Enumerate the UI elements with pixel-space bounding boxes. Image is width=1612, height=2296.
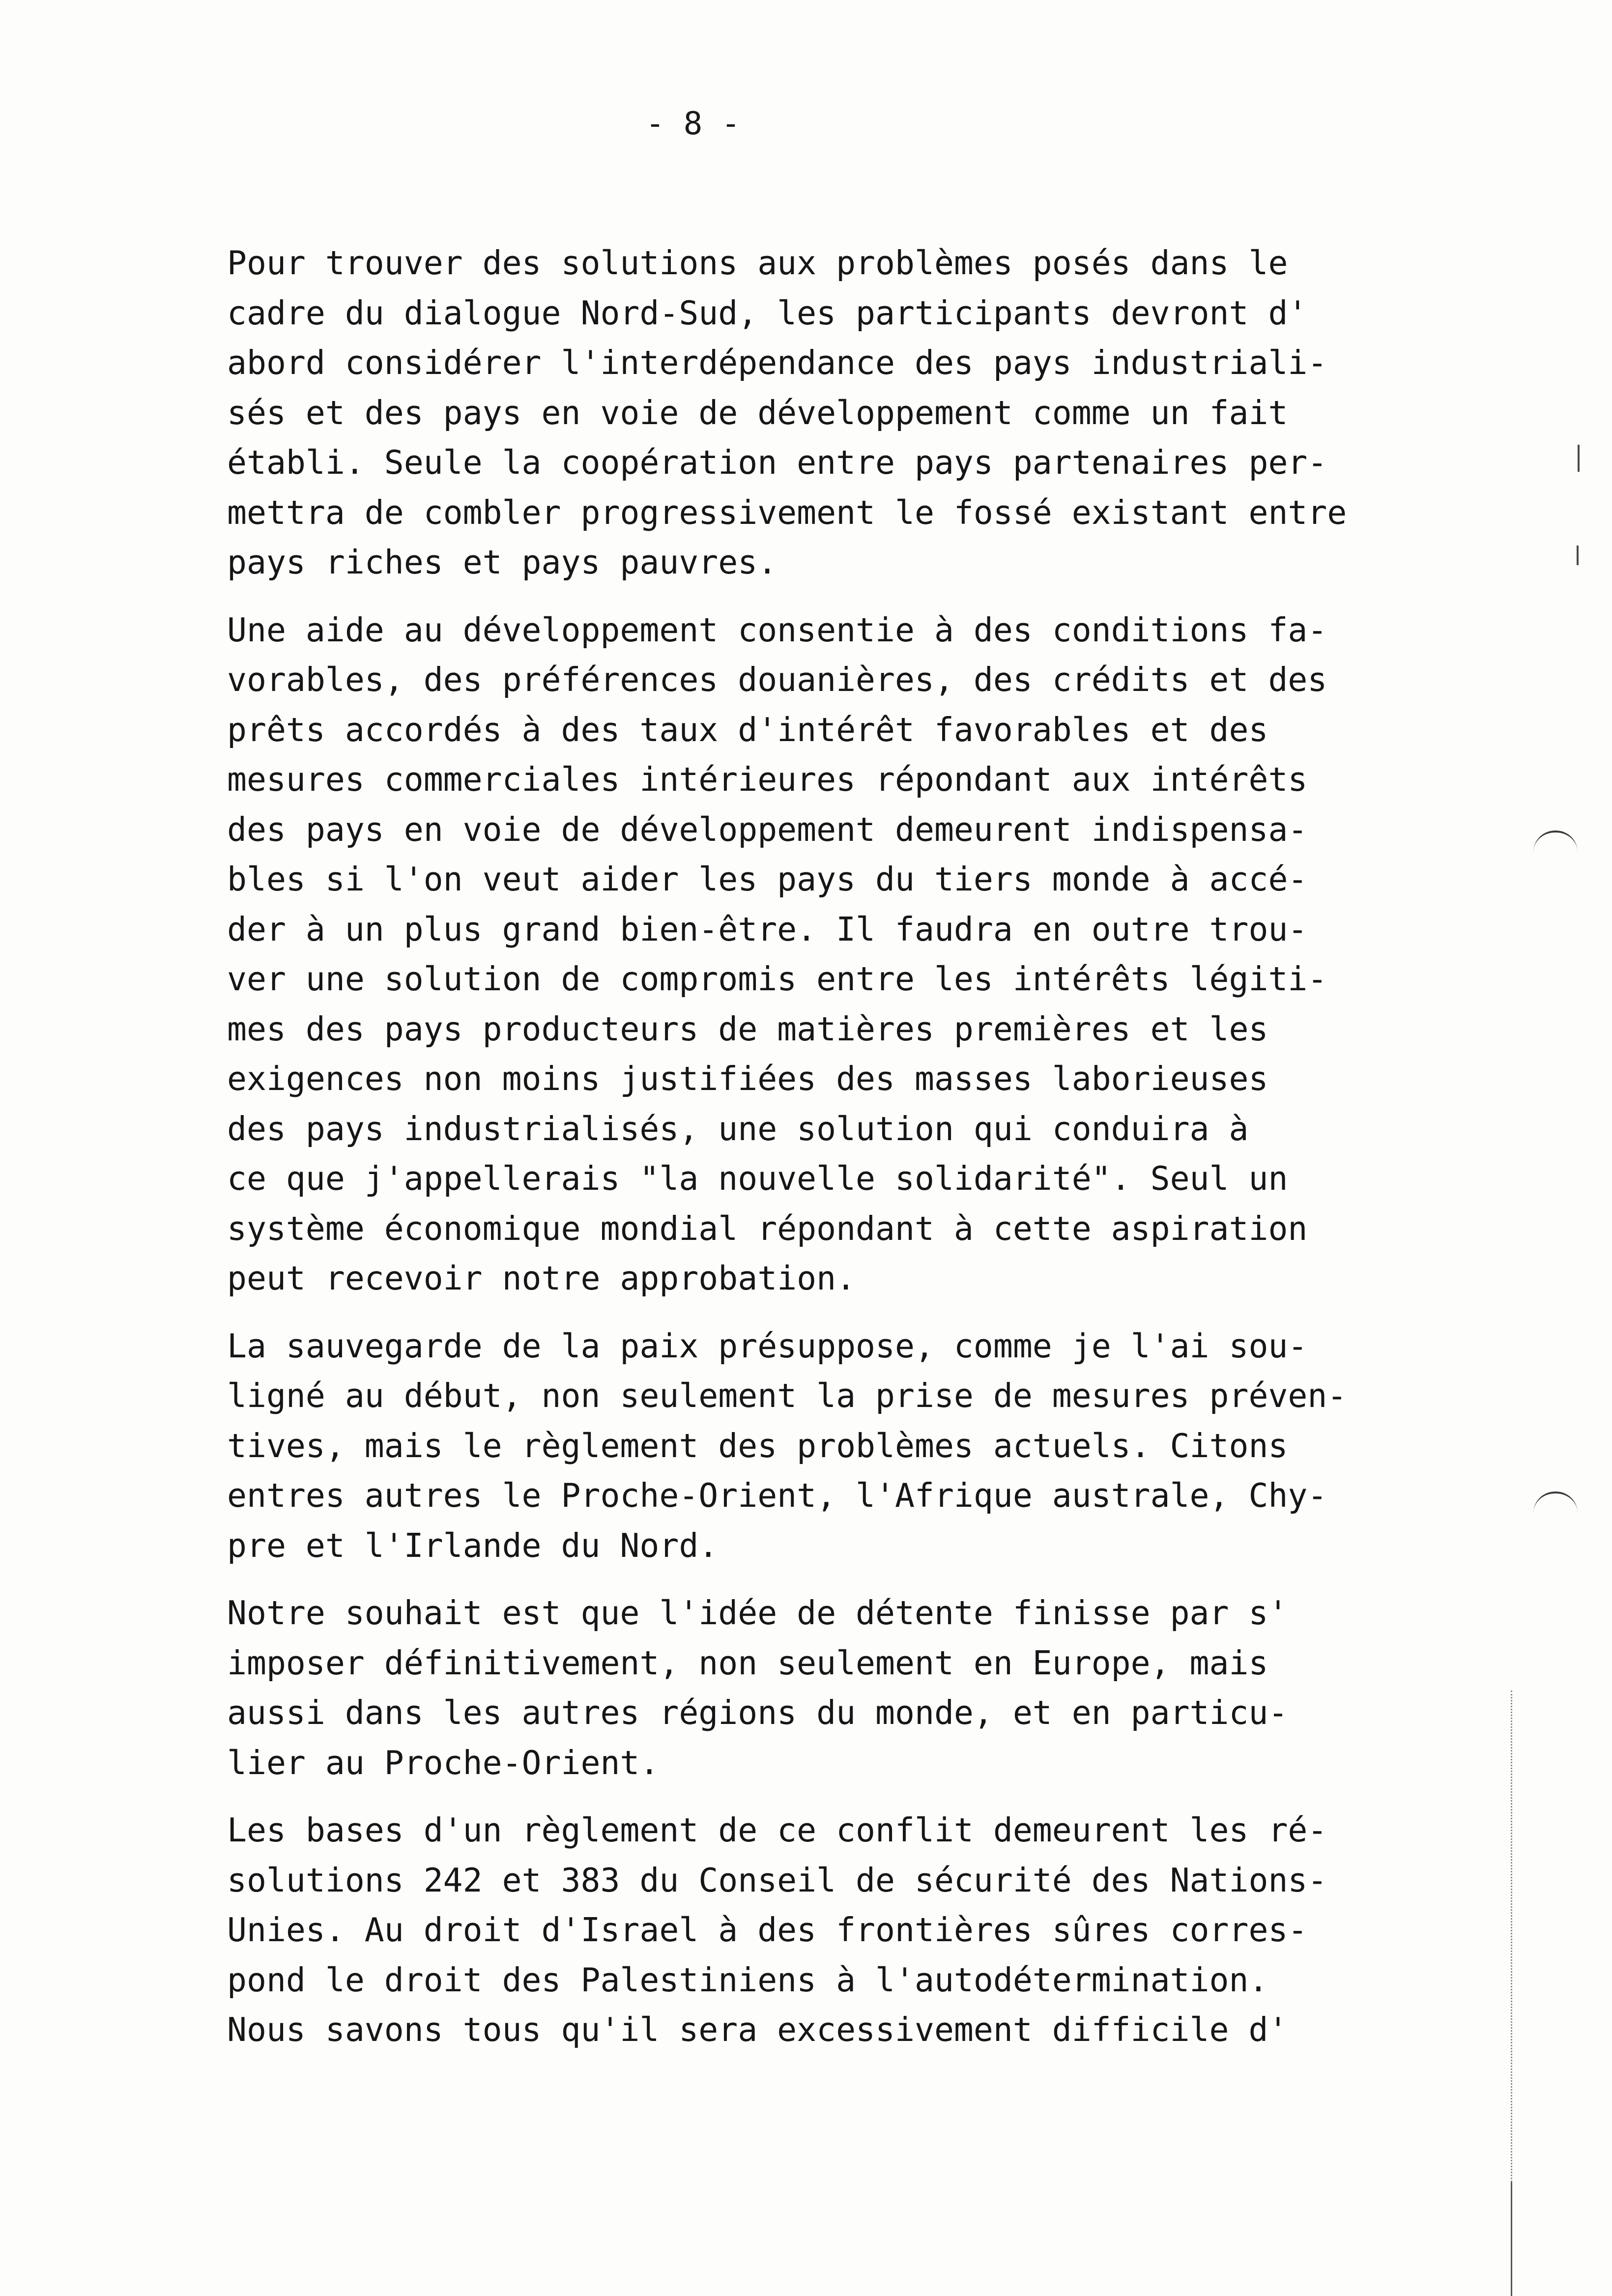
text-line: ver une solution de compromis entre les intérêts légiti- bbox=[227, 960, 1327, 998]
margin-dotted-rule bbox=[1511, 1691, 1512, 2182]
paragraph-development-aid bbox=[227, 605, 1426, 1304]
paragraph-north-south-dialogue bbox=[227, 238, 1426, 588]
text-line: abord considérer l'interdépendance des pays industriali- bbox=[227, 344, 1327, 382]
text-line: bles si l'on veut aider les pays du tiers monde à accé- bbox=[227, 860, 1308, 898]
text-line: mettra de combler progressivement le fossé existant entre bbox=[227, 493, 1347, 532]
text-line: tives, mais le règlement des problèmes actuels. Citons bbox=[227, 1426, 1288, 1465]
paragraph-peace-safeguard bbox=[227, 1321, 1426, 1571]
text-line: lier au Proche-Orient. bbox=[227, 1743, 660, 1782]
text-line: pays riches et pays pauvres. bbox=[227, 543, 777, 581]
text-line: exigences non moins justifiées des masses laborieuses bbox=[227, 1060, 1268, 1098]
margin-tick-mark bbox=[1577, 545, 1579, 565]
text-line: entres autres le Proche-Orient, l'Afrique australe, Chy- bbox=[227, 1476, 1327, 1515]
text-line: ligné au début, non seulement la prise de mesures préven- bbox=[227, 1377, 1347, 1415]
text-line: Une aide au développement consentie à des conditions fa- bbox=[227, 610, 1327, 649]
text-line: Nous savons tous qu'il sera excessivement difficile d' bbox=[227, 2010, 1288, 2049]
text-line: La sauvegarde de la paix présuppose, comme je l'ai sou- bbox=[227, 1326, 1308, 1365]
paragraph-conflict-resolution bbox=[227, 1806, 1426, 2055]
margin-arc-mark bbox=[1533, 1492, 1578, 1513]
text-line: vorables, des préférences douanières, des crédits et des bbox=[227, 660, 1327, 699]
text-line: établi. Seule la coopération entre pays partenaires per- bbox=[227, 443, 1327, 482]
text-line: pre et l'Irlande du Nord. bbox=[227, 1526, 719, 1565]
margin-tick-mark bbox=[1578, 445, 1580, 472]
paragraph-detente bbox=[227, 1588, 1426, 1788]
text-line: des pays en voie de développement demeurent indispensa- bbox=[227, 810, 1308, 849]
text-line: Unies. Au droit d'Israel à des frontières sûres corres- bbox=[227, 1911, 1308, 1949]
text-line: sés et des pays en voie de développement comme un fait bbox=[227, 393, 1288, 432]
body-text bbox=[227, 238, 1426, 2073]
text-line: aussi dans les autres régions du monde, et en particu- bbox=[227, 1693, 1288, 1732]
text-line: peut recevoir notre approbation. bbox=[227, 1259, 856, 1297]
text-line: solutions 242 et 383 du Conseil de sécurité des Nations- bbox=[227, 1861, 1327, 1899]
margin-arc-mark bbox=[1533, 831, 1578, 852]
text-line: pond le droit des Palestiniens à l'autodétermination. bbox=[227, 1960, 1268, 1999]
page-number: - 8 - bbox=[645, 106, 741, 142]
text-line: mes des pays producteurs de matières premières et les bbox=[227, 1009, 1268, 1048]
text-line: mesures commerciales intérieures répondant aux intérêts bbox=[227, 760, 1308, 799]
text-line: des pays industrialisés, une solution qui conduira à bbox=[227, 1109, 1249, 1148]
text-line: Les bases d'un règlement de ce conflit demeurent les ré- bbox=[227, 1811, 1327, 1849]
text-line: système économique mondial répondant à cette aspiration bbox=[227, 1209, 1308, 1248]
text-line: Notre souhait est que l'idée de détente finisse par s' bbox=[227, 1594, 1288, 1632]
text-line: ce que j'appellerais "la nouvelle solidarité". Seul un bbox=[227, 1159, 1288, 1198]
text-line: der à un plus grand bien-être. Il faudra en outre trou- bbox=[227, 910, 1308, 948]
text-line: Pour trouver des solutions aux problèmes posés dans le bbox=[227, 244, 1288, 282]
text-line: imposer définitivement, non seulement en Europe, mais bbox=[227, 1643, 1268, 1682]
text-line: cadre du dialogue Nord-Sud, les participants devront d' bbox=[227, 293, 1308, 332]
margin-edge-rule bbox=[1511, 2182, 1512, 2296]
text-line: prêts accordés à des taux d'intérêt favorables et des bbox=[227, 710, 1268, 749]
